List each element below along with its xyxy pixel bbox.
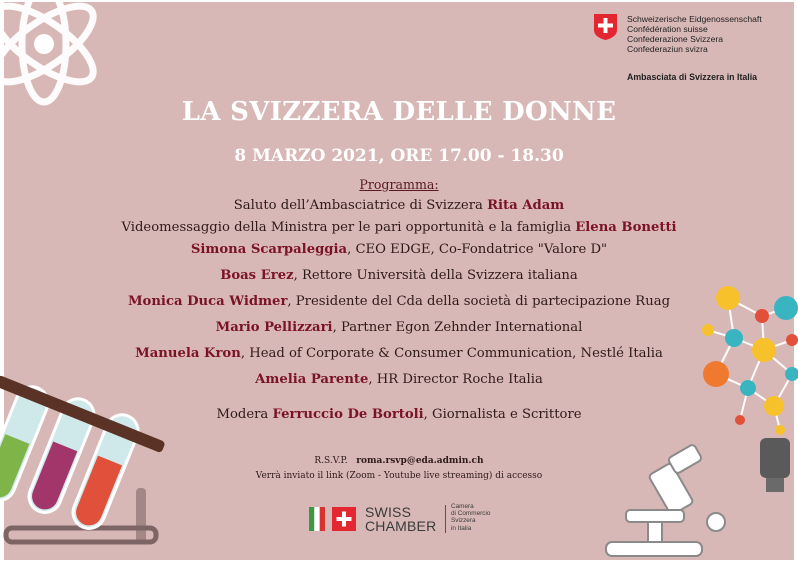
program-line (0, 346, 798, 361)
line-text: , Presidente del Cda della società di partecipazione Ruag (287, 294, 671, 309)
swiss-cross-icon (593, 13, 618, 41)
rsvp-label: R.S.V.P. (314, 456, 348, 466)
line-text: , Rettore Università della Svizzera italiana (293, 268, 578, 283)
speaker-name: Amelia Parente (255, 372, 369, 387)
speaker-name: Simona Scarpaleggia (190, 242, 348, 257)
program-line (0, 294, 798, 309)
line-text: Videomessaggio della Ministra per le pari opportunità e la famiglia (121, 220, 576, 235)
molecule-network-icon (690, 270, 798, 440)
program-heading: Programma: (359, 177, 439, 192)
embassy-name: Ambasciata di Svizzera in Italia (627, 72, 758, 82)
speaker-name: Mario Pellizzari (215, 320, 333, 335)
program-line (0, 220, 798, 235)
confederation-name (627, 14, 797, 54)
program-line (0, 268, 798, 283)
speaker-name: Ferruccio De Bortoli (272, 407, 424, 422)
event-title: LA SVIZZERA DELLE DONNE (181, 97, 617, 127)
line-text: Saluto dell’Ambasciatrice di Svizzera (233, 198, 488, 213)
line-text: , CEO EDGE, Co-Fondatrice "Valore D" (347, 242, 608, 257)
swiss-chamber-logo (365, 505, 436, 533)
line-text: , Giornalista e Scrittore (423, 407, 582, 422)
italian-flag-icon (309, 507, 325, 531)
camera-line: Camera (451, 503, 474, 510)
confed-line-rm: Confederaziun svizra (627, 44, 708, 54)
speaker-name: Rita Adam (487, 198, 565, 213)
swiss-chamber-line: CHAMBER (365, 518, 437, 534)
swiss-chamber-line: SWISS (365, 504, 412, 520)
link-note: Verrà inviato il link (Zoom - Youtube live streaming) di accesso (255, 471, 543, 481)
camera-line: Svizzera (451, 517, 476, 525)
speaker-name: Boas Erez (220, 268, 294, 283)
line-text: , Partner Egon Zehnder International (332, 320, 583, 335)
confed-line-fr: Confédération suisse (627, 24, 708, 34)
line-text: Modera (216, 407, 273, 422)
test-tubes-icon (0, 368, 170, 560)
swiss-cross-icon (332, 507, 356, 531)
rsvp-email-link[interactable]: roma.rsvp@eda.admin.ch (356, 456, 484, 466)
camera-line: in Italia (451, 524, 472, 532)
chamber-of-commerce-name (451, 503, 490, 532)
program-line (0, 320, 798, 335)
line-text: , HR Director Roche Italia (368, 372, 543, 387)
speaker-name: Monica Duca Widmer (127, 294, 288, 309)
program-line (0, 198, 798, 213)
speaker-name: Manuela Kron (135, 346, 241, 361)
confed-line-it: Confederazione Svizzera (627, 34, 724, 44)
program-line (0, 242, 798, 257)
line-text: , Head of Corporate & Consumer Communication, Nestlé Italia (240, 346, 663, 361)
logo-divider (445, 505, 446, 533)
camera-line: di Commercio (451, 510, 491, 518)
confed-line-de: Schweizerische Eidgenossenschaft (627, 14, 762, 24)
speaker-name: Elena Bonetti (575, 220, 677, 235)
microscope-icon (590, 430, 798, 560)
event-date-time: 8 MARZO 2021, ORE 17.00 - 18.30 (234, 146, 564, 166)
